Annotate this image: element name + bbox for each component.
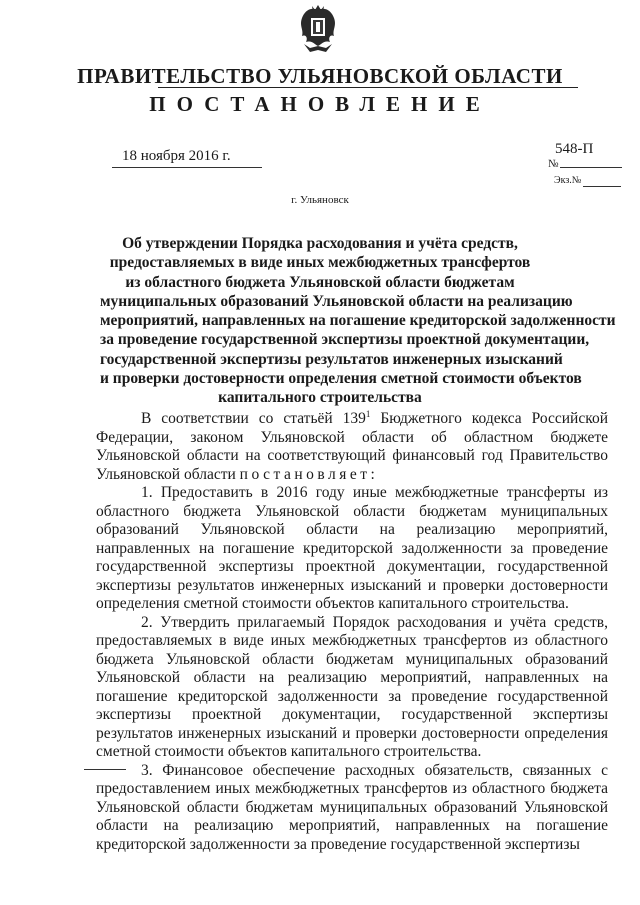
title-line: муниципальных образований Ульяновской области на реализацию (100, 292, 573, 310)
title-line: капитального строительства (218, 389, 422, 407)
article-superscript: 1 (365, 408, 371, 419)
copy-label: Экз.№ (554, 175, 582, 186)
intro-text-start: В соответствии со статьёй 139 (141, 410, 366, 427)
title-line: из областного бюджета Ульяновской области бюджетам (125, 273, 515, 291)
government-name: ПРАВИТЕЛЬСТВО УЛЬЯНОВСКОЙ ОБЛАСТИ (77, 64, 563, 88)
title-line: за проведение государственной экспертизы проектной документации, (100, 331, 590, 349)
coat-of-arms-icon (296, 4, 340, 58)
document-number: 548-П (555, 141, 594, 157)
number-underline (560, 167, 622, 168)
city: г. Ульяновск (291, 194, 349, 206)
title-line: государственной экспертизы результатов инженерных изысканий (100, 350, 563, 368)
header-divider (158, 87, 578, 88)
margin-mark (84, 769, 126, 770)
paragraph-1: 1. Предоставить в 2016 году иные межбюджетные трансферты из областного бюджета Ульяновской области бюджетам муниципальных образований Ульяновской области на реализацию мероприятий, направленных на погашение кредиторской задолженности за проведение государственной экспертизы проектной документации, государственной экспертизы результатов инженерных изысканий и проверки достоверности определения сметной стоимости объектов капитального строительства. (96, 484, 608, 612)
copy-underline (583, 186, 621, 187)
document-date: 18 ноября 2016 г. (122, 148, 231, 164)
document-type: ПОСТАНОВЛЕНИЕ (149, 92, 491, 116)
intro-paragraph (96, 410, 608, 484)
decree-word: постановляет: (239, 465, 379, 483)
date-underline (112, 167, 262, 168)
paragraph-3: 3. Финансовое обеспечение расходных обязательств, связанных с предоставлением иных межбюджетных трансфертов из областного бюджета Ульяновской области бюджетам муниципальных образований Ульяновской области на реализацию мероприятий, направленных на погашение кредиторской задолженности за проведение государственной экспертизы (96, 761, 608, 853)
number-label: № (548, 158, 559, 170)
title-line: предоставляемых в виде иных межбюджетных трансфертов (109, 254, 531, 272)
document-title (100, 234, 616, 408)
title-line: и проверки достоверности определения сметной стоимости объектов (100, 370, 582, 388)
title-line: мероприятий, направленных на погашение кредиторской задолженности (100, 312, 616, 330)
intro-text-end: Бюджетного кодекса Российской Федерации, законом Ульяновской области об областном бюджете Ульяновской области на соответствующий финансовый год Правительство Ульяновской области (96, 410, 608, 483)
paragraph-2: 2. Утвердить прилагаемый Порядок расходования и учёта средств, предоставляемых в виде иных межбюджетных трансфертов из областного бюджета Ульяновской области бюджетам муниципальных образований Ульяновской области на реализацию мероприятий, направленных на погашение кредиторской задолженности за проведение государственной экспертизы проектной документации, государственной экспертизы результатов инженерных изысканий и проверки достоверности определения сметной стоимости объектов капитального строительства. (96, 613, 608, 760)
document-body (96, 410, 608, 854)
title-line: Об утверждении Порядка расходования и учёта средств, (122, 235, 518, 252)
